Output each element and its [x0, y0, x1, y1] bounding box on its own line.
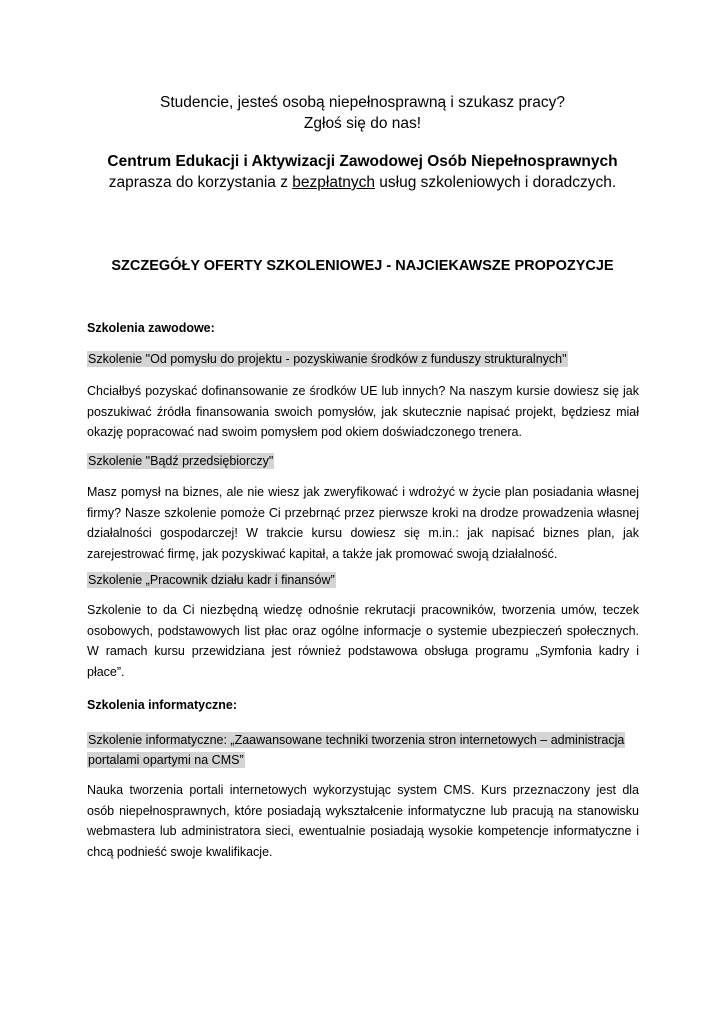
intro-call-to-action: Zgłoś się do nas! — [303, 115, 422, 132]
course-description: Nauka tworzenia portali internetowych wykorzystując system CMS. Kurs przeznaczony jest dla osób niepełnosprawnych, które posiadają wykształcenie informatyczne lub pracują na stanowisku webmastera lub administratora sieci, ewentualnie posiadają wysokie kompetencje informatyczne i chcą podnieść swoje kwalifikacje. — [87, 783, 639, 859]
course-title-highlight: Szkolenie „Pracownik działu kadr i finansów” — [88, 573, 335, 587]
course-description: Chciałbyś pozyskać dofinansowanie ze środków UE lub innych? Na naszym kursie dowiesz się jak poszukiwać źródła finansowania swoich pomysłów, jak skutecznie napisać projekt, będziesz miał okazję popracować nad swoim pomysłem pod okiem doświadczonego trenera. — [87, 384, 639, 439]
course-title — [87, 571, 336, 590]
organization-name: Centrum Edukacji i Aktywizacji Zawodowej Osób Niepełnosprawnych — [107, 153, 618, 170]
course-description: Szkolenie to da Ci niezbędną wiedzę odnośnie rekrutacji pracowników, tworzenia umów, teczek osobowych, podstawowych list płac oraz ogólne informacje o systemie ubezpieczeń społecznych. W ramach kursu przewidziana jest również podstawowa obsługa programu „Symfonia kadry i płace”. — [87, 603, 639, 679]
intro-invitation — [60, 172, 665, 193]
invitation-free-underlined: bezpłatnych — [292, 174, 375, 191]
invitation-text-before: zaprasza do korzystania z — [108, 174, 293, 191]
course-description: Masz pomysł na biznes, ale nie wiesz jak zweryfikować i wdrożyć w życie plan posiadania własnej firmy? Nasze szkolenie pomoże Ci przebrnąć przez pierwsze kroki na drodze prowadzenia własnej działalności gospodarczej! W trakcie kursu dowiesz się m.in.: jak napisać biznes plan, jak zarejestrować firmę, jak pozyskiwać kapitał, a także jak promować swoją działalność. — [87, 485, 639, 561]
course-title — [87, 452, 274, 471]
section-title-vocational: Szkolenia zawodowe: — [87, 321, 215, 335]
intro-question: Studencie, jesteś osobą niepełnosprawną i szukasz pracy? — [160, 94, 565, 111]
course-title-highlight: Szkolenie "Od pomysłu do projektu - pozyskiwanie środków z funduszy strukturalnych" — [88, 352, 567, 366]
course-title-highlight: Szkolenie informatyczne: „Zaawansowane techniki tworzenia stron internetowych – administracja portalami opartymi na CMS” — [88, 733, 625, 767]
course-title — [87, 730, 632, 770]
section-title-it: Szkolenia informatyczne: — [87, 698, 238, 712]
intro-block — [60, 92, 665, 202]
course-title — [87, 350, 568, 369]
offer-heading: SZCZEGÓŁY OFERTY SZKOLENIOWEJ - NAJCIEKAWSZE PROPOZYCJE — [111, 258, 614, 274]
course-title-highlight: Szkolenie "Bądź przedsiębiorczy" — [88, 454, 274, 468]
invitation-text-after: usług szkoleniowych i doradczych. — [375, 174, 617, 191]
